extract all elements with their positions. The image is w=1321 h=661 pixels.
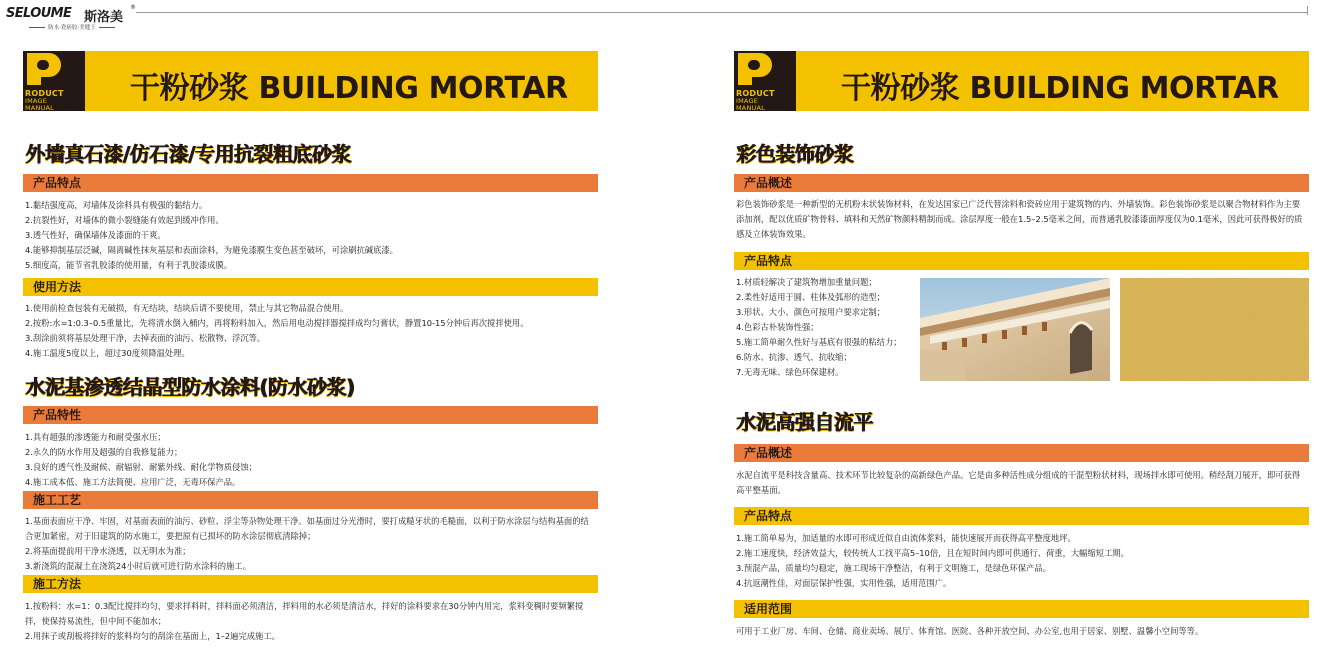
brand-chinese-name: 斯洛美 bbox=[84, 10, 124, 25]
section-title: 外墙真石漆/仿石漆/专用抗裂粗底砂浆 bbox=[25, 142, 351, 166]
feature-list bbox=[736, 531, 1311, 591]
subsection-bar: 产品特点 bbox=[734, 507, 1309, 525]
list-item: 2.按粉:水=1:0.3–0.5重量比，先将清水倒入桶内，再将粉料加入，然后用电动搅拌器搅拌成均匀膏状，静置10-15分钟后再次搅拌使用。 bbox=[25, 318, 529, 328]
list-item: 2.施工速度快，经济效益大，较传统人工找平高5–10倍，且在短时间内即可供通行、荷重，大幅缩短工期。 bbox=[736, 548, 1129, 558]
scope-text: 可用于工业厂房、车间、仓储、商业卖场、展厅、体育馆、医院、各种开放空间、办公室,也用于居家、别墅、温馨小空间等等。 bbox=[736, 626, 1204, 636]
list-item: 1.使用前检查包装有无破损，有无结块，结块后请不要使用，禁止与其它物品混合使用。 bbox=[25, 303, 349, 313]
registered-mark-icon: ® bbox=[130, 4, 136, 11]
list-item: 1.施工简单易为，加适量的水即可形成近似自由流体浆料，能快速展开而获得高平整度地坪。 bbox=[736, 533, 1076, 543]
list-item: 5.细度高，能节省乳胶漆的使用量，有利于乳胶漆成膜。 bbox=[25, 260, 233, 270]
section-title: 彩色装饰砂浆 bbox=[736, 142, 853, 166]
building-facade-photo bbox=[920, 278, 1110, 381]
product-manual-badge bbox=[734, 51, 796, 111]
list-item: 3.形状、大小、颜色可按用户要求定制； bbox=[736, 307, 885, 317]
list-item: 2.用抹子或刮板将拌好的浆料均匀的刮涂在基面上，1–2遍完成施工。 bbox=[25, 631, 280, 641]
list-item: 2.将基面提前用干净水浇透，以无明水为准； bbox=[25, 546, 191, 556]
mortar-texture-photo bbox=[1120, 278, 1309, 381]
subsection-bar: 施工方法 bbox=[23, 575, 598, 593]
list-item: 2.永久的防水作用及超强的自我修复能力； bbox=[25, 447, 183, 457]
badge-text: RODUCT IMAGE MANUAL bbox=[736, 89, 775, 112]
process-list bbox=[25, 514, 597, 574]
list-item: 4.色彩古朴装饰性强； bbox=[736, 322, 819, 332]
list-item: 4.施工成本低、施工方法简便、应用广泛，无毒环保产品。 bbox=[25, 477, 241, 487]
usage-list bbox=[25, 301, 600, 361]
subsection-bar: 施工工艺 bbox=[23, 491, 598, 509]
list-item: 4.抗返潮性佳，对面层保护性强，实用性强，适用范围广。 bbox=[736, 578, 952, 588]
overview-text: 彩色装饰砂浆是一种新型的无机粉末状装饰材料，在发达国家已广泛代替涂料和瓷砖应用于建筑物的内、外墙装饰。彩色装饰砂浆是以聚合物材料作为主要添加剂，配以优质矿物骨料、填料和天然矿物颜料精制而成。涂层厚度一般在1.5–2.5毫米之间，而普通乳胶漆漆面厚度仅为0.1毫米，因此可获得极好的质感及立体装饰效果。 bbox=[736, 199, 1303, 239]
left-banner bbox=[23, 51, 598, 111]
subsection-bar: 产品特点 bbox=[734, 252, 1309, 270]
list-item: 1.按粉料：水=1：0.3配比搅拌均匀，要求拌料时，拌料面必须清洁，拌料用的水必须是清洁水，拌好的涂料要求在30分钟内用完，浆料变稠时要频繁搅拌，使保持易流性，但中间不能加水； bbox=[25, 601, 584, 626]
feature-list bbox=[25, 430, 600, 490]
section-title: 水泥基渗透结晶型防水涂料(防水砂浆) bbox=[25, 375, 355, 399]
list-item: 4.能够抑制基层泛碱，隔离碱性抹灰基层和表面涂料，为避免漆膜生变色甚至破坏，可涂刷抗碱底漆。 bbox=[25, 245, 398, 255]
subsection-bar: 产品概述 bbox=[734, 444, 1309, 462]
left-page bbox=[23, 0, 600, 661]
overview-text: 水泥自流平是科技含量高、技术环节比较复杂的高新绿色产品。它是由多种活性成分组成的干混型粉状材料，现场拌水即可使用。稍经刮刀展开，即可获得高平整基面。 bbox=[736, 470, 1301, 495]
p-letter-icon bbox=[738, 53, 772, 85]
list-item: 1.黏结强度高，对墙体及涂料具有极强的黏结力。 bbox=[25, 200, 208, 210]
list-item: 3.透气性好，确保墙体及漆面的干爽。 bbox=[25, 230, 166, 240]
list-item: 1.材质轻解决了建筑物增加重量问题； bbox=[736, 277, 877, 287]
subsection-bar: 使用方法 bbox=[23, 278, 598, 296]
feature-list bbox=[25, 198, 600, 273]
list-item: 3.新浇筑的混凝土在浇筑24小时后就可进行防水涂料的施工。 bbox=[25, 561, 251, 571]
section-title: 水泥高强自流平 bbox=[736, 410, 873, 434]
right-banner bbox=[734, 51, 1309, 111]
list-item: 1.基面表面应干净、牢固，对基面表面的油污、砂粒、浮尘等杂物处理干净。如基面过分光滑时，要打成糙牙状的毛糙面，以利于防水涂层与结构基面的结合更加紧密，对于旧建筑的防水施工，要把原有已损坏的防水涂层彻底清除掉； bbox=[25, 516, 589, 541]
banner-title: 干粉砂浆 BUILDING MORTAR bbox=[130, 71, 568, 106]
right-page bbox=[734, 0, 1311, 661]
list-item: 4.施工温度5度以上，超过30度须降温处理。 bbox=[25, 348, 190, 358]
subsection-bar: 产品概述 bbox=[734, 174, 1309, 192]
list-item: 5.施工简单耐久性好与基底有很强的粘结力； bbox=[736, 337, 902, 347]
method-list bbox=[25, 599, 597, 644]
list-item: 3.良好的透气性及耐候、耐辐射、耐紫外线、耐化学物质侵蚀； bbox=[25, 462, 257, 472]
banner-title: 干粉砂浆 BUILDING MORTAR bbox=[841, 71, 1279, 106]
brand-wordmark: SELOUME bbox=[6, 6, 72, 21]
list-item: 2.柔性好适用于圆、柱体及弧形的造型； bbox=[736, 292, 885, 302]
brand-tagline: 防水·瓷砖胶·美缝王 bbox=[6, 23, 138, 31]
list-item: 2.抗裂性好，对墙体的微小裂缝能有效起到缓冲作用。 bbox=[25, 215, 224, 225]
p-letter-icon bbox=[27, 53, 61, 85]
badge-text: RODUCT IMAGE MANUAL bbox=[25, 89, 64, 112]
subsection-bar: 产品特点 bbox=[23, 174, 598, 192]
list-item: 3.刮涂前须将基层处理干净，去掉表面的油污、松散物、浮沉等。 bbox=[25, 333, 266, 343]
product-manual-badge bbox=[23, 51, 85, 111]
subsection-bar: 适用范围 bbox=[734, 600, 1309, 618]
feature-list bbox=[736, 275, 921, 380]
list-item: 1.具有超强的渗透能力和耐受强水压； bbox=[25, 432, 166, 442]
list-item: 7.无毒无味、绿色环保建材。 bbox=[736, 367, 844, 377]
subsection-bar: 产品特性 bbox=[23, 406, 598, 424]
list-item: 6.防水、抗渗、透气、抗收缩； bbox=[736, 352, 852, 362]
list-item: 3.预混产品，质量均匀稳定，施工现场干净整洁，有利于文明施工，是绿色环保产品。 bbox=[736, 563, 1051, 573]
